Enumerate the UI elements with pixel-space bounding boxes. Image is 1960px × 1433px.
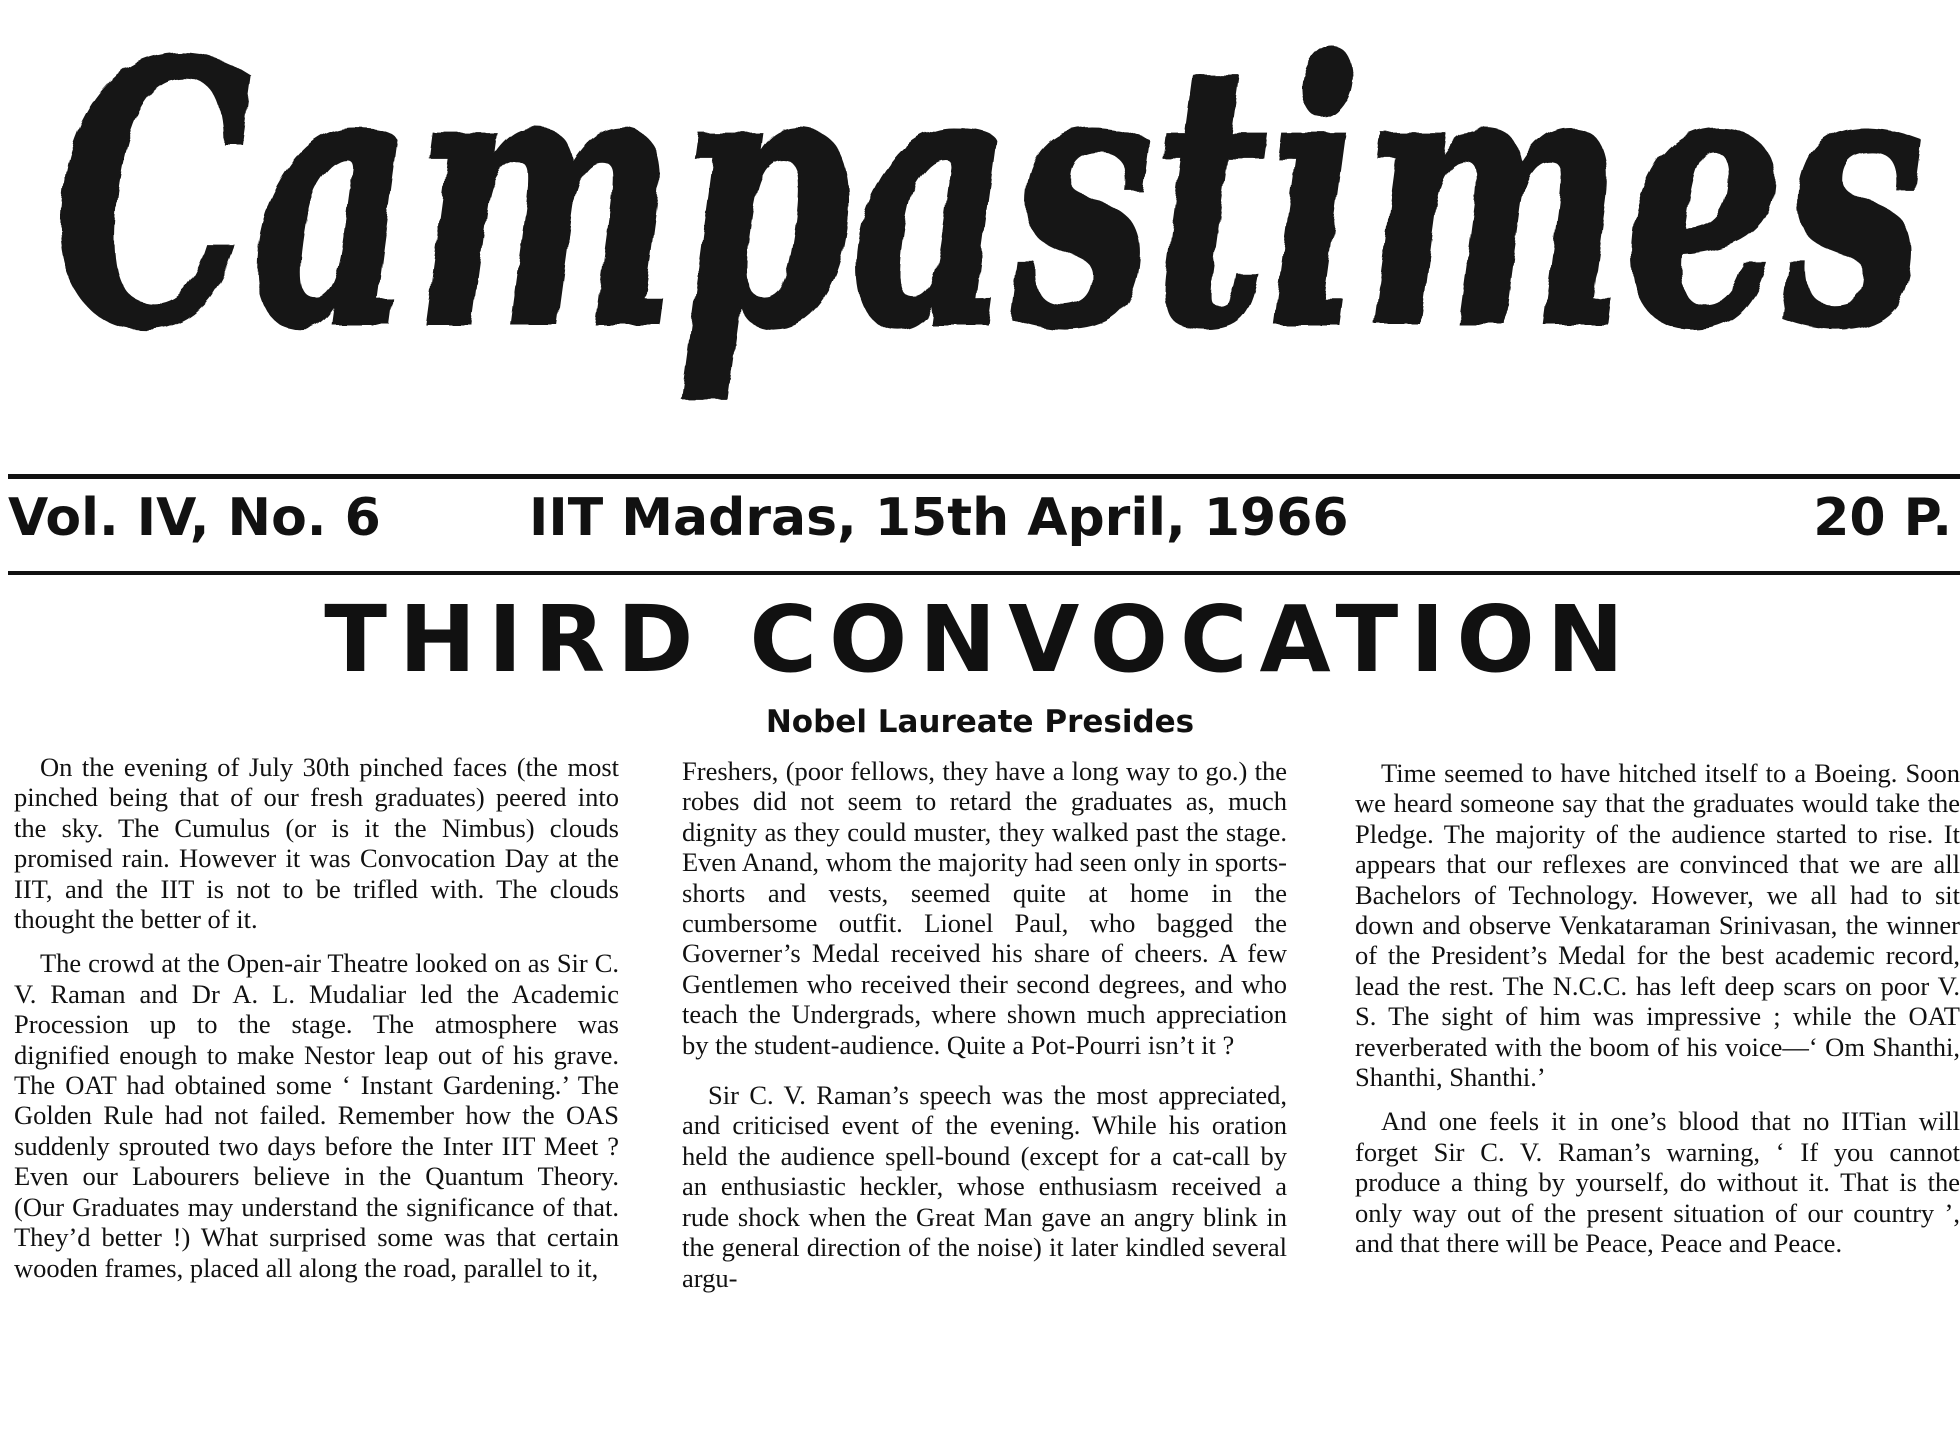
article-headline: THIRD CONVOCATION <box>324 586 1636 693</box>
masthead-rule-top <box>8 474 1960 479</box>
article-paragraph: And one feels it in one’s blood that no IITian will forget Sir C. V. Raman’s warning, ‘ If you cannot produce a thing by yourself, do without it. That is the only way out of the present situation of our country ’, and that there will be Peace, Peace and Peace. <box>1355 1106 1960 1259</box>
masthead-logo <box>40 0 1940 470</box>
article-paragraph: Sir C. V. Raman’s speech was the most appreciated, and criticised event of the evening. While his oration held the audience spell-bound (except for a cat-call by an enthusiastic heckler, whose enthusiasm received a rude shock when the Great Man gave an angry blink in the general direction of the noise) it later kindled several argu- <box>682 1080 1287 1293</box>
issue-place-date: IIT Madras, 15th April, 1966 <box>529 488 1349 548</box>
article-column-3 <box>1355 758 1960 1433</box>
article-column-1 <box>14 752 619 1427</box>
issue-price: 20 P. <box>1813 488 1952 548</box>
masthead-rule-bottom <box>8 571 1960 575</box>
issue-volume: Vol. IV, No. 6 <box>8 488 381 548</box>
article-paragraph: Time seemed to have hitched itself to a Boeing. Soon we heard someone say that the graduates would take the Pledge. The majority of the audience started to rise. It appears that our reflexes are convinced that we are all Bachelors of Technology. However, we all had to sit down and observe Venkataraman Srinivasan, the winner of the President’s Medal for the best academic record, lead the rest. The N.C.C. has left deep scars on poor V. S. The sight of him was impressive ; while the OAT reverberated with the boom of his voice—‘ Om Shanthi, Shanthi, Shanthi.’ <box>1355 758 1960 1093</box>
issue-line <box>8 488 1952 558</box>
article-column-2 <box>682 756 1287 1431</box>
article-subheadline: Nobel Laureate Presides <box>765 704 1195 740</box>
article-paragraph: Freshers, (poor fellows, they have a long way to go.) the robes did not seem to retard the graduates as, much dignity as they could muster, they walked past the stage. Even Anand, whom the majority had seen only in sports-shorts and vests, seemed quite at home in the cumbersome outfit. Lionel Paul, who bagged the Governer’s Medal received his share of cheers. A few Gentlemen who received their second degrees, and who teach the Undergrads, where shown much appreciation by the student-audience. Quite a Pot-Pourri isn’t it ? <box>682 756 1287 1060</box>
article-paragraph: The crowd at the Open-air Theatre looked on as Sir C. V. Raman and Dr A. L. Mudaliar led the Academic Procession up to the stage. The atmosphere was dignified enough to make Nestor leap out of his grave. The OAT had obtained some ‘ Instant Gardening.’ The Golden Rule had not failed. Remember how the OAS suddenly sprouted two days before the Inter IIT Meet ? Even our Labourers believe in the Quantum Theory. (Our Graduates may understand the significance of that. They’d better !) What surprised some was that certain wooden frames, placed all along the road, parallel to it, <box>14 948 619 1283</box>
masthead-title: Campastimes <box>54 0 1924 407</box>
article-paragraph: On the evening of July 30th pinched faces (the most pinched being that of our fresh graduates) peered into the sky. The Cumulus (or is it the Nimbus) clouds promised rain. However it was Convocation Day at the IIT, and the IIT is not to be trifled with. The clouds thought the better of it. <box>14 752 619 935</box>
